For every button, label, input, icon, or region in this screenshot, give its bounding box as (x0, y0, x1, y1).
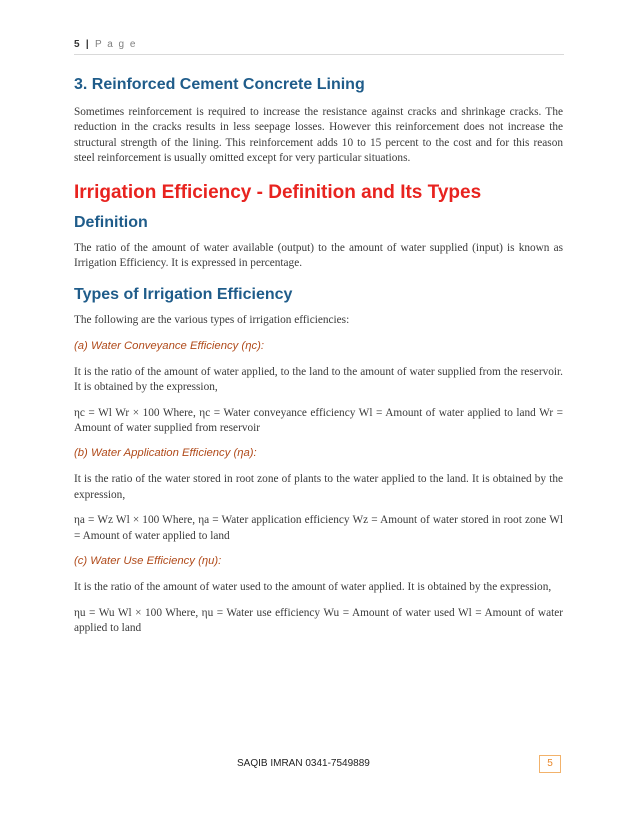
conveyance-efficiency-formula: ηc = Wl Wr × 100 Where, ηc = Water conveyance efficiency Wl = Amount of water applied to land Wr = Amount of water supplied from reservoir (74, 406, 563, 435)
definition-heading: Definition (74, 213, 148, 231)
footer-author: SAQIB IMRAN 0341-7549889 (237, 758, 370, 769)
conveyance-efficiency-heading: (a) Water Conveyance Efficiency (ηc): (74, 339, 265, 352)
header-separator: | (85, 39, 89, 50)
footer-page-number: 5 (539, 755, 561, 773)
header-page-word: P a g e (94, 39, 137, 50)
application-efficiency-heading: (b) Water Application Efficiency (ηa): (74, 447, 257, 460)
page-footer (0, 755, 638, 775)
use-efficiency-description: It is the ratio of the amount of water used to the amount of water applied. It is obtained by the expression, (74, 581, 552, 594)
rcc-lining-paragraph: Sometimes reinforcement is required to increase the resistance against cracks and shrinkage cracks. The reduction in the cracks results in less seepage losses. However this reinforcement does not increase the structural strength of the lining. This reinforcement adds 10 to 15 percent to the cost and for this reason steel reinforcement is usually omitted except for very particular situations. (74, 106, 563, 165)
page-header (74, 39, 137, 50)
definition-paragraph: The ratio of the amount of water available (output) to the amount of water supplied (input) is known as Irrigation Efficiency. It is expressed in percentage. (74, 241, 563, 270)
page-body (74, 75, 563, 646)
rcc-lining-heading: 3. Reinforced Cement Concrete Lining (74, 76, 365, 93)
conveyance-efficiency-description: It is the ratio of the amount of water applied, to the land to the amount of water supplied from the reservoir. It is obtained by the expression, (74, 365, 563, 394)
use-efficiency-formula: ηu = Wu Wl × 100 Where, ηu = Water use efficiency Wu = Amount of water used Wl = Amount of water applied to land (74, 606, 563, 634)
types-heading: Types of Irrigation Efficiency (74, 286, 293, 304)
header-divider (74, 54, 564, 55)
header-page-number: 5 (74, 39, 80, 50)
application-efficiency-formula: ηa = Wz Wl × 100 Where, ηa = Water application efficiency Wz = Amount of water stored in root zone Wl = Amount of water applied to land (74, 514, 563, 542)
irrigation-efficiency-heading: Irrigation Efficiency - Definition and Its Types (74, 181, 482, 203)
application-efficiency-description: It is the ratio of the water stored in root zone of plants to the water applied to the land. It is obtained by the expression, (74, 473, 563, 501)
types-intro-paragraph: The following are the various types of irrigation efficiencies: (74, 314, 350, 327)
use-efficiency-heading: (c) Water Use Efficiency (ηu): (74, 555, 222, 568)
